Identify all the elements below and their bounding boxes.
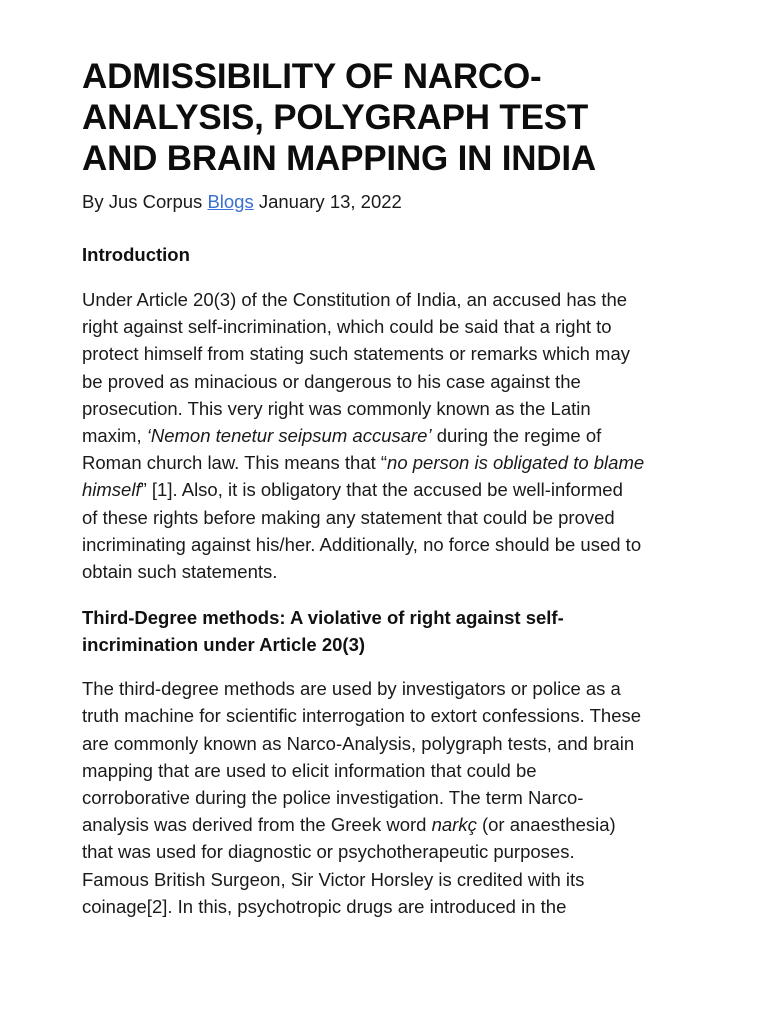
paragraph-line [82,866,694,893]
italic-text: ‘Nemon tenetur seipsum accusare’ [146,425,432,447]
section-heading-line: Third-Degree methods: A violative of right against self- [82,607,564,629]
section-heading-third-degree [82,604,694,658]
paragraph-line [82,313,694,340]
text-run: right against self-incrimination, which could be said that a right to [82,316,612,338]
text-run: incriminating against his/her. Additionally, no force should be used to [82,533,642,555]
text-run: Under Article 20(3) of the Constitution of India, an accused has the [82,289,628,310]
text-run: during the regime of [431,425,602,447]
text-run: Famous British Surgeon, Sir Victor Horsley is credited with its [82,868,585,890]
category-link-blogs[interactable]: Blogs [207,191,254,212]
paragraph-line [82,476,694,503]
text-run: The third-degree methods are used by investigators or police as a [82,678,621,700]
paragraph-line [82,395,694,422]
section-heading-line: incrimination under Article 20(3) [82,634,366,656]
article-title-line: ANALYSIS, POLYGRAPH TEST [82,98,589,137]
italic-text: no person is obligated to blame [387,452,645,474]
section-heading-introduction: Introduction [82,244,190,265]
text-run: protect himself from stating such statements or remarks which may [82,343,630,365]
paragraph-line [82,838,694,865]
text-run: Roman church law. This means that “ [82,452,388,474]
paragraph-line [82,504,694,531]
text-run: mapping that are used to elicit information that could be [82,759,537,781]
paragraph-line [82,422,694,449]
text-run: be proved as minacious or dangerous to his case against the [82,370,581,392]
paragraph-introduction [82,286,694,585]
article-title-line: AND BRAIN MAPPING IN INDIA [82,139,596,178]
text-run: of these rights before making any statement that could be proved [82,506,615,528]
paragraph-line [82,368,694,395]
paragraph-line [82,558,694,585]
article [82,56,694,920]
text-run: truth machine for scientific interrogation to extort confessions. These [82,705,642,727]
italic-text: narkç [431,814,477,836]
byline-author: By Jus Corpus [82,191,203,212]
text-run: analysis was derived from the Greek word [82,814,432,836]
text-run: ” [1]. Also, it is obligatory that the accused be well-informed [140,479,623,501]
byline-date: January 13, 2022 [258,191,402,212]
paragraph-line [82,449,694,476]
paragraph-line [82,286,694,313]
text-run: coinage[2]. In this, psychotropic drugs are introduced in the [82,895,567,917]
paragraph-line [82,702,694,729]
paragraph-line [82,531,694,558]
paragraph-line [82,893,694,920]
paragraph-line [82,757,694,784]
paragraph-line [82,730,694,757]
paragraph-line [82,340,694,367]
article-title [82,56,694,179]
text-run: corroborative during the police investigation. The term Narco- [82,787,584,809]
paragraph-line [82,784,694,811]
text-run: that was used for diagnostic or psychotherapeutic purposes. [82,841,575,863]
article-title-line: ADMISSIBILITY OF NARCO- [82,57,542,96]
text-run: maxim, [82,425,147,447]
text-run: (or anaesthesia) [476,814,616,836]
italic-text: himself [82,479,141,501]
text-run: obtain such statements. [82,561,278,583]
text-run: are commonly known as Narco-Analysis, polygraph tests, and brain [82,732,635,754]
text-run: prosecution. This very right was commonly known as the Latin [82,397,591,419]
paragraph-third-degree [82,675,694,920]
byline [82,190,694,214]
paragraph-line [82,675,694,702]
paragraph-line [82,811,694,838]
